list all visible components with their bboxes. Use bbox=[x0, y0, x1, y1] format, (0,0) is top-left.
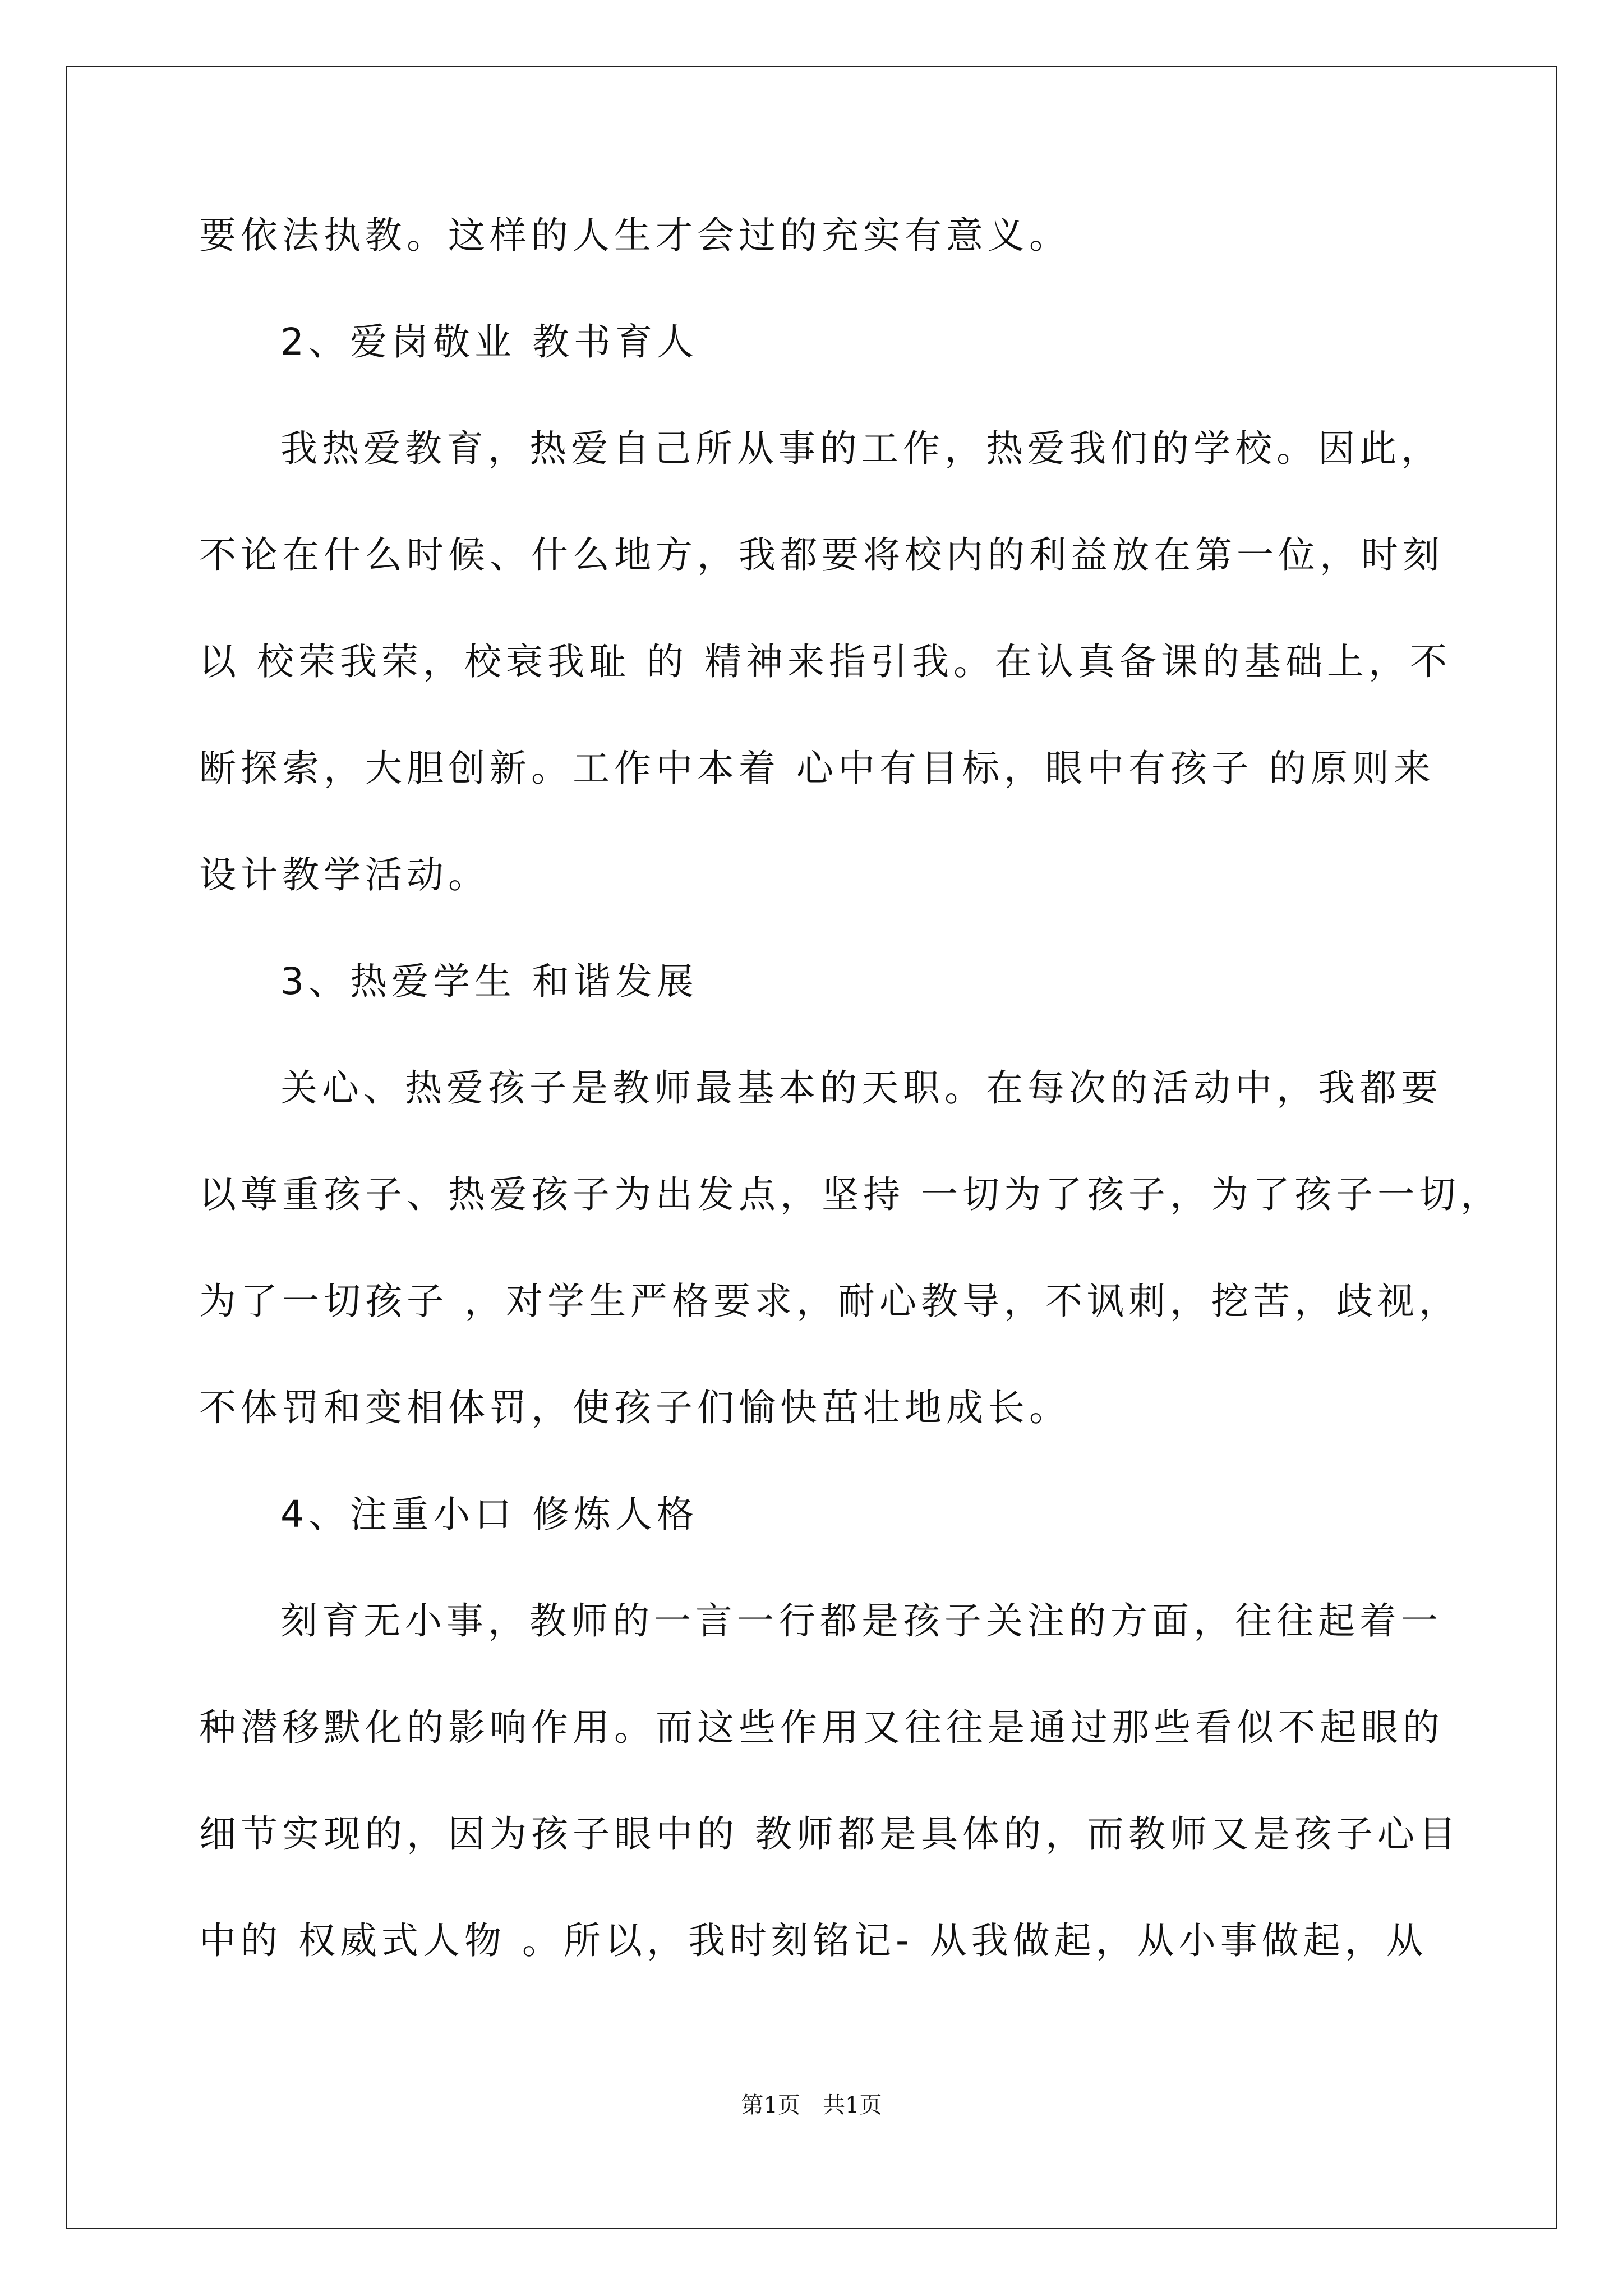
text-line: 刻育无小事，教师的一言一行都是孩子关注的方面，往往起着一 bbox=[280, 1599, 1442, 1642]
section-heading: 4、注重小口 修炼人格 bbox=[280, 1493, 698, 1536]
section-heading: 2、爱岗敬业 教书育人 bbox=[280, 320, 698, 364]
text-line: 不体罚和变相体罚，使孩子们愉快茁壮地成长。 bbox=[199, 1386, 1071, 1429]
text-line: 设计教学活动。 bbox=[199, 853, 490, 896]
text-line: 以尊重孩子、热爱孩子为出发点，坚持 一切为了孩子，为了孩子一切， bbox=[199, 1173, 1502, 1216]
page-indicator: 第1页 共1页 bbox=[741, 2092, 882, 2118]
text-line: 细节实现的，因为孩子眼中的 教师都是具体的，而教师又是孩子心目 bbox=[199, 1812, 1460, 1856]
text-line: 断探索，大胆创新。工作中本着 心中有目标，眼中有孩子 的原则来 bbox=[199, 747, 1435, 790]
text-line: 我热爱教育，热爱自己所从事的工作，热爱我们的学校。因此， bbox=[280, 427, 1442, 470]
text-line: 关心、热爱孩子是教师最基本的天职。在每次的活动中，我都要 bbox=[280, 1066, 1442, 1110]
text-line: 种潜移默化的影响作用。而这些作用又往往是通过那些看似不起眼的 bbox=[199, 1706, 1444, 1749]
text-line: 中的 权威式人物 。所以，我时刻铭记- 从我做起，从小事做起，从 bbox=[199, 1919, 1428, 1962]
page-border bbox=[66, 66, 1557, 2229]
text-line: 以 校荣我荣，校衰我耻 的 精神来指引我。在认真备课的基础上，不 bbox=[199, 640, 1451, 683]
text-line: 要依法执教。这样的人生才会过的充实有意义。 bbox=[199, 214, 1071, 257]
section-heading: 3、热爱学生 和谐发展 bbox=[280, 960, 698, 1003]
text-line: 不论在什么时候、什么地方，我都要将校内的利益放在第一位，时刻 bbox=[199, 533, 1444, 577]
text-line: 为了一切孩子 ，对学生严格要求，耐心教导，不讽刺，挖苦，歧视， bbox=[199, 1280, 1460, 1323]
